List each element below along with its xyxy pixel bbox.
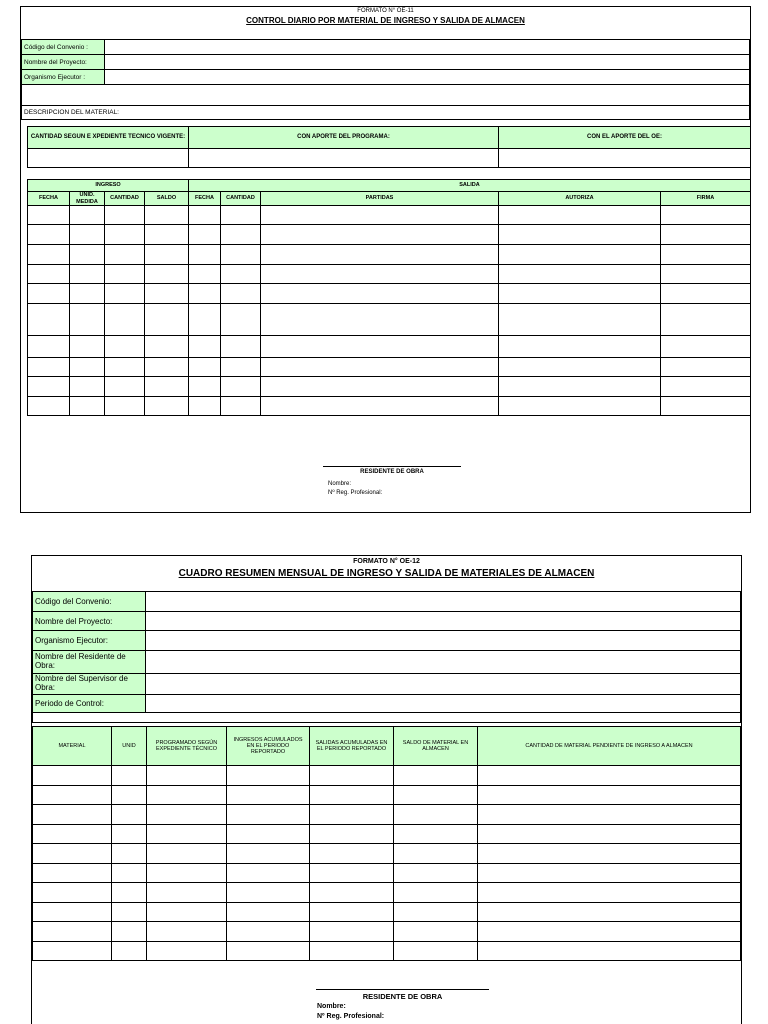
- table-row: [28, 304, 751, 336]
- col-partidas: PARTIDAS: [261, 192, 499, 206]
- field-value[interactable]: [146, 674, 741, 695]
- table-cell[interactable]: [227, 844, 310, 864]
- table-cell[interactable]: [478, 864, 741, 883]
- table-cell[interactable]: [33, 922, 112, 942]
- table-cell[interactable]: [145, 358, 189, 377]
- table-cell[interactable]: [145, 206, 189, 225]
- table-cell[interactable]: [145, 397, 189, 416]
- table-cell[interactable]: [661, 397, 751, 416]
- table-cell[interactable]: [499, 377, 661, 397]
- table-cell[interactable]: [499, 245, 661, 265]
- table-cell[interactable]: [33, 805, 112, 825]
- form1-title: CONTROL DIARIO POR MATERIAL DE INGRESO Y SALIDA DE ALMACEN: [246, 16, 525, 25]
- aporte-programa-value[interactable]: [189, 149, 499, 168]
- table-cell[interactable]: [261, 225, 499, 245]
- salida-group-header: SALIDA: [189, 180, 751, 192]
- table-cell[interactable]: [147, 864, 227, 883]
- table-cell[interactable]: [28, 377, 70, 397]
- field-label: Organismo Ejecutor :: [22, 70, 105, 85]
- table-cell[interactable]: [310, 825, 394, 844]
- col-salidas-acumuladas: SALIDAS ACUMULADAS EN EL PERIODO REPORTADO: [310, 727, 394, 766]
- table-cell[interactable]: [189, 284, 221, 304]
- table-cell[interactable]: [227, 825, 310, 844]
- field-value[interactable]: [146, 592, 741, 612]
- table-cell[interactable]: [394, 922, 478, 942]
- table-cell[interactable]: [221, 225, 261, 245]
- table-cell[interactable]: [221, 336, 261, 358]
- table-cell[interactable]: [112, 825, 147, 844]
- table-cell[interactable]: [499, 284, 661, 304]
- table-cell[interactable]: [105, 265, 145, 284]
- table-cell[interactable]: [478, 805, 741, 825]
- aporte-programa-header: CON APORTE DEL PROGRAMA:: [189, 127, 499, 149]
- table-cell[interactable]: [189, 336, 221, 358]
- col-cantidad: CANTIDAD: [105, 192, 145, 206]
- field-value[interactable]: [146, 612, 741, 631]
- table-row: [33, 786, 741, 805]
- table-cell[interactable]: [394, 903, 478, 922]
- table-row: [33, 864, 741, 883]
- table-cell[interactable]: [70, 265, 105, 284]
- table-row: [28, 206, 751, 225]
- descripcion-label: DESCRIPCION DEL MATERIAL:: [22, 106, 750, 120]
- form2-title: CUADRO RESUMEN MENSUAL DE INGRESO Y SALIDA DE MATERIALES DE ALMACEN: [178, 568, 595, 579]
- table-cell[interactable]: [147, 883, 227, 903]
- table-cell[interactable]: [145, 336, 189, 358]
- table-cell[interactable]: [661, 304, 751, 336]
- table-cell[interactable]: [310, 844, 394, 864]
- table-cell[interactable]: [478, 786, 741, 805]
- field-label: Código del Convenio:: [33, 592, 146, 612]
- table-row: [28, 225, 751, 245]
- nombre-label: Nombre:: [328, 481, 352, 487]
- table-cell[interactable]: [227, 786, 310, 805]
- table-cell[interactable]: [70, 336, 105, 358]
- table-cell[interactable]: [105, 225, 145, 245]
- cantidad-expediente-value[interactable]: [28, 149, 189, 168]
- table-cell[interactable]: [499, 265, 661, 284]
- table-cell[interactable]: [661, 284, 751, 304]
- col-fecha-salida: FECHA: [189, 192, 221, 206]
- table-cell[interactable]: [70, 397, 105, 416]
- ingreso-group-header: INGRESO: [28, 180, 189, 192]
- table-cell[interactable]: [310, 805, 394, 825]
- table-cell[interactable]: [221, 377, 261, 397]
- table-cell[interactable]: [310, 942, 394, 961]
- table-row: [33, 766, 741, 786]
- table-cell[interactable]: [661, 358, 751, 377]
- col-saldo-material: SALDO DE MATERIAL EN ALMACEN: [394, 727, 478, 766]
- form-oe-11: [20, 6, 751, 513]
- table-cell[interactable]: [499, 358, 661, 377]
- table-row: [28, 397, 751, 416]
- table-cell[interactable]: [105, 284, 145, 304]
- table-cell[interactable]: [105, 304, 145, 336]
- table-cell[interactable]: [112, 883, 147, 903]
- table-cell[interactable]: [33, 825, 112, 844]
- cantidad-expediente-header: CANTIDAD SEGUN E XPEDIENTE TECNICO VIGENTE:: [28, 127, 189, 149]
- table-cell[interactable]: [70, 304, 105, 336]
- form-oe-12: [31, 555, 742, 1024]
- table-cell[interactable]: [661, 245, 751, 265]
- table-cell[interactable]: [261, 245, 499, 265]
- reg-profesional-label: Nº Reg. Profesional:: [317, 1013, 385, 1020]
- table-cell[interactable]: [147, 844, 227, 864]
- form2-fields-table: [32, 591, 741, 723]
- table-cell[interactable]: [189, 265, 221, 284]
- signature-line: [323, 466, 461, 467]
- table-cell[interactable]: [189, 397, 221, 416]
- table-cell[interactable]: [145, 245, 189, 265]
- field-value[interactable]: [105, 55, 750, 70]
- table-cell[interactable]: [227, 883, 310, 903]
- table-cell[interactable]: [394, 825, 478, 844]
- table-cell[interactable]: [478, 825, 741, 844]
- table-cell[interactable]: [112, 786, 147, 805]
- table-row: [28, 358, 751, 377]
- col-cantidad-pendiente: CANTIDAD DE MATERIAL PENDIENTE DE INGRESO A ALMACEN: [478, 727, 741, 766]
- table-cell[interactable]: [28, 336, 70, 358]
- field-label: Nombre del Proyecto:: [33, 612, 146, 631]
- signature-label: RESIDENTE DE OBRA: [360, 469, 424, 475]
- field-label: Nombre del Proyecto:: [22, 55, 105, 70]
- table-cell[interactable]: [105, 206, 145, 225]
- table-cell[interactable]: [189, 206, 221, 225]
- table-cell[interactable]: [478, 844, 741, 864]
- col-unid: UNID: [112, 727, 147, 766]
- table-cell[interactable]: [189, 377, 221, 397]
- table-cell[interactable]: [70, 284, 105, 304]
- table-cell[interactable]: [112, 922, 147, 942]
- table-row: [33, 942, 741, 961]
- table-cell[interactable]: [28, 225, 70, 245]
- field-value[interactable]: [146, 631, 741, 651]
- table-cell[interactable]: [310, 922, 394, 942]
- table-cell[interactable]: [33, 844, 112, 864]
- reg-profesional-label: Nº Reg. Profesional:: [328, 490, 383, 496]
- nombre-label: Nombre:: [317, 1003, 346, 1010]
- table-cell[interactable]: [112, 805, 147, 825]
- table-row: [33, 922, 741, 942]
- table-cell[interactable]: [221, 397, 261, 416]
- table-cell[interactable]: [28, 265, 70, 284]
- table-cell[interactable]: [33, 864, 112, 883]
- table-row: [28, 377, 751, 397]
- table-cell[interactable]: [33, 903, 112, 922]
- table-cell[interactable]: [112, 844, 147, 864]
- table-cell[interactable]: [221, 245, 261, 265]
- table-cell[interactable]: [105, 336, 145, 358]
- table-cell[interactable]: [147, 786, 227, 805]
- cantidad-table: [27, 126, 751, 168]
- table-cell[interactable]: [227, 766, 310, 786]
- table-cell[interactable]: [261, 265, 499, 284]
- form1-formato: FORMATO N° OE-11: [357, 8, 414, 14]
- table-row: [33, 825, 741, 844]
- table-cell[interactable]: [28, 358, 70, 377]
- aporte-oe-header: CON EL APORTE DEL OE:: [499, 127, 751, 149]
- table-cell[interactable]: [112, 766, 147, 786]
- table-cell[interactable]: [147, 805, 227, 825]
- table-cell[interactable]: [499, 206, 661, 225]
- table-cell[interactable]: [261, 377, 499, 397]
- table-row: [33, 844, 741, 864]
- col-autoriza: AUTORIZA: [499, 192, 661, 206]
- table-cell[interactable]: [147, 922, 227, 942]
- table-cell[interactable]: [478, 766, 741, 786]
- table-cell[interactable]: [105, 245, 145, 265]
- col-material: MATERIAL: [33, 727, 112, 766]
- table-cell[interactable]: [310, 883, 394, 903]
- table-cell[interactable]: [478, 883, 741, 903]
- table-cell[interactable]: [227, 922, 310, 942]
- table-cell[interactable]: [227, 805, 310, 825]
- field-label: Código del Convenio :: [22, 40, 105, 55]
- field-value[interactable]: [105, 70, 750, 85]
- table-cell[interactable]: [145, 265, 189, 284]
- field-label: Periodo de Control:: [33, 695, 146, 713]
- form2-column-headers: [33, 727, 741, 766]
- table-cell[interactable]: [499, 225, 661, 245]
- table-cell[interactable]: [189, 304, 221, 336]
- table-cell[interactable]: [33, 942, 112, 961]
- table-cell[interactable]: [221, 265, 261, 284]
- field-label: Organismo Ejecutor:: [33, 631, 146, 651]
- table-cell[interactable]: [478, 903, 741, 922]
- table-cell[interactable]: [261, 206, 499, 225]
- table-cell[interactable]: [112, 864, 147, 883]
- table-cell[interactable]: [33, 766, 112, 786]
- form1-fields-table: [21, 39, 750, 120]
- table-cell[interactable]: [147, 825, 227, 844]
- table-cell[interactable]: [28, 284, 70, 304]
- form2-summary-table: [32, 726, 741, 961]
- table-cell[interactable]: [147, 942, 227, 961]
- table-cell[interactable]: [145, 304, 189, 336]
- table-cell[interactable]: [261, 336, 499, 358]
- signature-label: RESIDENTE DE OBRA: [362, 992, 443, 1001]
- table-cell[interactable]: [70, 358, 105, 377]
- table-cell[interactable]: [145, 377, 189, 397]
- table-cell[interactable]: [70, 377, 105, 397]
- col-saldo: SALDO: [145, 192, 189, 206]
- table-cell[interactable]: [310, 903, 394, 922]
- table-cell[interactable]: [499, 336, 661, 358]
- table-cell[interactable]: [28, 397, 70, 416]
- col-unid-medida: UNID. MEDIDA: [70, 192, 105, 206]
- table-cell[interactable]: [261, 397, 499, 416]
- table-cell[interactable]: [105, 397, 145, 416]
- table-cell[interactable]: [310, 766, 394, 786]
- table-cell[interactable]: [478, 922, 741, 942]
- table-cell[interactable]: [661, 206, 751, 225]
- table-cell[interactable]: [310, 864, 394, 883]
- table-row: [28, 265, 751, 284]
- table-cell[interactable]: [189, 358, 221, 377]
- table-cell[interactable]: [661, 225, 751, 245]
- col-firma: FIRMA: [661, 192, 751, 206]
- col-fecha: FECHA: [28, 192, 70, 206]
- table-cell[interactable]: [499, 304, 661, 336]
- table-row: [33, 805, 741, 825]
- table-cell[interactable]: [310, 786, 394, 805]
- table-cell[interactable]: [112, 903, 147, 922]
- table-cell[interactable]: [394, 883, 478, 903]
- table-cell[interactable]: [661, 265, 751, 284]
- table-cell[interactable]: [112, 942, 147, 961]
- aporte-oe-value[interactable]: [499, 149, 751, 168]
- field-label: Nombre del Supervisor de Obra:: [33, 674, 146, 695]
- table-cell[interactable]: [394, 864, 478, 883]
- table-cell[interactable]: [661, 377, 751, 397]
- table-cell[interactable]: [33, 883, 112, 903]
- table-cell[interactable]: [147, 766, 227, 786]
- table-cell[interactable]: [227, 864, 310, 883]
- table-cell[interactable]: [394, 844, 478, 864]
- table-cell[interactable]: [105, 377, 145, 397]
- table-cell[interactable]: [189, 225, 221, 245]
- form2-formato: FORMATO N° OE-12: [353, 558, 420, 565]
- col-cantidad-salida: CANTIDAD: [221, 192, 261, 206]
- table-cell[interactable]: [28, 245, 70, 265]
- table-row: [28, 336, 751, 358]
- table-cell[interactable]: [145, 284, 189, 304]
- table-cell[interactable]: [147, 903, 227, 922]
- table-cell[interactable]: [227, 903, 310, 922]
- table-cell[interactable]: [661, 336, 751, 358]
- table-cell[interactable]: [28, 206, 70, 225]
- table-cell[interactable]: [261, 304, 499, 336]
- col-programado: PROGRAMADO SEGÚN EXPEDIENTE TÉCNICO: [147, 727, 227, 766]
- table-cell[interactable]: [261, 358, 499, 377]
- table-cell[interactable]: [70, 245, 105, 265]
- table-cell[interactable]: [105, 358, 145, 377]
- table-row: [33, 903, 741, 922]
- form1-column-headers: [28, 192, 751, 206]
- table-row: [33, 883, 741, 903]
- table-cell[interactable]: [221, 358, 261, 377]
- table-cell[interactable]: [478, 942, 741, 961]
- field-value[interactable]: [146, 651, 741, 674]
- table-cell[interactable]: [261, 284, 499, 304]
- table-cell[interactable]: [227, 942, 310, 961]
- form1-movements-table: [27, 179, 751, 416]
- table-cell[interactable]: [221, 206, 261, 225]
- table-cell[interactable]: [33, 786, 112, 805]
- table-cell[interactable]: [70, 225, 105, 245]
- signature-line: [316, 989, 489, 990]
- table-cell[interactable]: [394, 805, 478, 825]
- table-cell[interactable]: [394, 786, 478, 805]
- col-ingresos-acumulados: INGRESOS ACUMULADOS EN EL PERIODO REPORTADO: [227, 727, 310, 766]
- field-value[interactable]: [105, 40, 750, 55]
- field-value[interactable]: [146, 695, 741, 713]
- table-cell[interactable]: [394, 942, 478, 961]
- table-row: [28, 245, 751, 265]
- table-cell[interactable]: [221, 284, 261, 304]
- table-cell[interactable]: [70, 206, 105, 225]
- table-cell[interactable]: [145, 225, 189, 245]
- table-cell[interactable]: [499, 397, 661, 416]
- table-cell[interactable]: [28, 304, 70, 336]
- table-cell[interactable]: [189, 245, 221, 265]
- table-cell[interactable]: [221, 304, 261, 336]
- table-row: [28, 284, 751, 304]
- field-label: Nombre del Residente de Obra:: [33, 651, 146, 674]
- table-cell[interactable]: [394, 766, 478, 786]
